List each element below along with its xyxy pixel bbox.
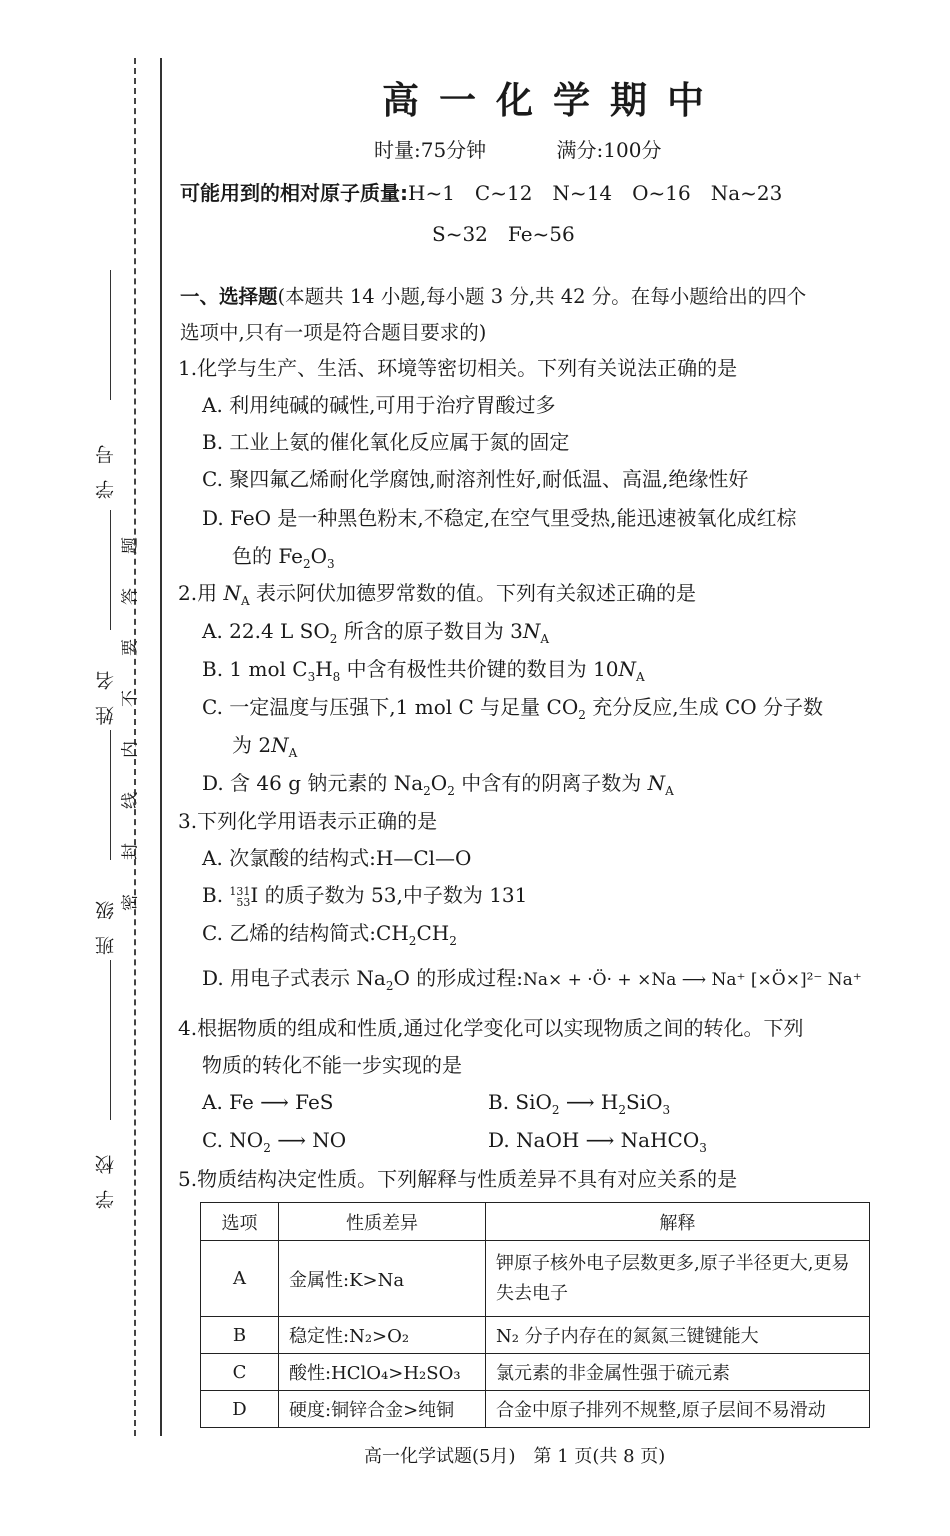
row-property: 硬度:铜锌合金>纯铜	[279, 1391, 486, 1428]
atomic-masses	[180, 177, 880, 206]
school-underline	[110, 960, 111, 1120]
question-1-option-c[interactable]: C. 聚四氟乙烯耐化学腐蚀,耐溶剂性好,耐低温、高温,绝缘性好	[202, 467, 749, 491]
question-1-stem: 1.化学与生产、生活、环境等密切相关。下列有关说法正确的是	[178, 356, 738, 380]
subscript: 2	[578, 708, 586, 722]
nuclide-notation	[229, 886, 250, 908]
text: 2.用	[178, 581, 224, 605]
text: C. 乙烯的结构简式:CH	[202, 921, 409, 945]
question-4-stem-2: 物质的转化不能一步实现的是	[202, 1053, 462, 1077]
subscript: 8	[332, 670, 341, 684]
seal-char: 题	[120, 537, 141, 554]
subscript: 2	[423, 784, 431, 798]
time-limit: 时量:75分钟	[374, 138, 487, 162]
text: D. NaOH ⟶ NaHCO	[488, 1128, 700, 1152]
seal-char: 封	[120, 843, 141, 860]
text: ⟶ NO	[270, 1128, 347, 1152]
subscript: A	[635, 670, 645, 684]
text: D. 含 46 g 钠元素的 Na	[202, 771, 424, 795]
student-id-label: 学号	[95, 429, 117, 499]
atomic-masses-label: 可能用到的相对原子质量:	[180, 181, 408, 205]
name-label: 姓名	[95, 655, 117, 725]
table-header-row	[201, 1203, 870, 1241]
mass-number: 131	[229, 884, 251, 898]
text: H	[315, 657, 333, 681]
page-footer: 高一化学试题(5月) 第 1 页(共 8 页)	[364, 1446, 666, 1467]
seal-char: 密	[120, 894, 141, 911]
table-row[interactable]	[201, 1317, 870, 1354]
row-option: A	[201, 1241, 279, 1317]
exam-meta	[374, 134, 725, 163]
text: D. 用电子式表示 Na	[202, 966, 386, 990]
school-label: 学校	[95, 1139, 117, 1209]
table-row[interactable]	[201, 1354, 870, 1391]
row-explanation: 合金中原子排列不规整,原子层间不易滑动	[486, 1391, 870, 1428]
avogadro-symbol: N	[271, 733, 289, 757]
subscript: A	[240, 594, 250, 608]
subscript: 3	[699, 1141, 707, 1155]
question-1-option-b[interactable]: B. 工业上氨的催化氧化反应属于氮的固定	[202, 430, 570, 454]
text: O	[310, 544, 328, 568]
question-4-option-d[interactable]	[488, 1122, 707, 1166]
avogadro-symbol: N	[522, 619, 541, 643]
page-title: 高一化学期中	[382, 79, 724, 122]
text: O 的形成过程:	[393, 966, 523, 990]
subscript: 2	[449, 934, 457, 948]
name-underline	[110, 510, 111, 630]
text: B.	[202, 883, 230, 907]
text: ⟶ H	[559, 1090, 619, 1114]
text: 表示阿伏加德罗常数的值。下列有关叙述正确的是	[249, 581, 696, 605]
binding-margin	[0, 0, 170, 1536]
subscript: A	[665, 784, 674, 798]
text: CH	[416, 921, 450, 945]
avogadro-symbol: N	[618, 657, 636, 681]
question-4-stem-1: 4.根据物质的组成和性质,通过化学变化可以实现物质之间的转化。下列	[178, 1016, 804, 1040]
section-title: 一、选择题	[180, 285, 278, 308]
subscript: 2	[618, 1103, 627, 1117]
text: 色的 Fe	[232, 544, 303, 568]
question-3-option-d[interactable]	[202, 960, 862, 1004]
question-5-stem: 5.物质结构决定性质。下列解释与性质差异不具有对应关系的是	[178, 1167, 738, 1191]
subscript: 3	[662, 1103, 671, 1117]
subscript: 3	[307, 670, 316, 684]
question-1-option-a[interactable]: A. 利用纯碱的碱性,可用于治疗胃酸过多	[202, 393, 556, 417]
name-field[interactable]	[92, 630, 122, 740]
row-option: D	[201, 1391, 279, 1428]
subscript: 2	[385, 979, 394, 993]
text: 充分反应,生成 CO 分子数	[585, 695, 824, 719]
class-field[interactable]	[92, 860, 122, 970]
subscript: 2	[329, 632, 338, 646]
subscript: 2	[263, 1141, 271, 1155]
section-heading	[180, 279, 878, 351]
student-id-field[interactable]	[92, 400, 122, 510]
text: C. NO	[202, 1128, 264, 1152]
seal-char: 答	[120, 588, 141, 605]
text: 为 2	[232, 733, 272, 757]
subscript: 2	[302, 557, 311, 571]
subscript: A	[288, 746, 298, 760]
question-4-option-a[interactable]: A. Fe ⟶ FeS	[202, 1090, 334, 1114]
header-property: 性质差异	[279, 1203, 486, 1241]
subscript: 2	[447, 784, 455, 798]
atomic-masses-line2: S~32 Fe~56	[432, 222, 575, 246]
seal-char: 不	[120, 690, 141, 707]
atomic-number: 53	[236, 895, 251, 909]
avogadro-symbol: N	[223, 581, 241, 605]
full-score: 满分:100分	[556, 138, 662, 162]
question-4-option-c[interactable]	[202, 1122, 346, 1166]
section-desc-2: 选项中,只有一项是符合题目要求的)	[180, 321, 487, 344]
atomic-masses-line1: H~1 C~12 N~14 O~16 Na~23	[408, 181, 783, 205]
header-option: 选项	[201, 1203, 279, 1241]
electron-formula: Na× + ·Ö· + ×Na ⟶ Na⁺ [×Ö×]²⁻ Na⁺	[522, 970, 862, 990]
row-explanation: 氯元素的非金属性强于硫元素	[486, 1354, 870, 1391]
seal-char: 线	[120, 792, 141, 809]
subscript: 3	[327, 557, 335, 571]
question-3-option-a[interactable]: A. 次氯酸的结构式:H—Cl—O	[202, 846, 472, 870]
row-explanation: 钾原子核外电子层数更多,原子半径更大,更易失去电子	[486, 1241, 870, 1317]
subscript: A	[540, 632, 550, 646]
student-id-underline	[110, 270, 111, 400]
question-5-table	[200, 1202, 870, 1428]
avogadro-symbol: N	[647, 771, 666, 795]
text: 中含有的阴离子数为	[454, 771, 648, 795]
text: 所含的原子数目为 3	[337, 619, 523, 643]
header-explanation: 解释	[486, 1203, 870, 1241]
question-3-stem: 3.下列化学用语表示正确的是	[178, 809, 438, 833]
table-row[interactable]	[201, 1241, 870, 1317]
seal-notice	[120, 520, 159, 928]
seal-char: 要	[120, 639, 141, 656]
row-option: B	[201, 1317, 279, 1354]
table-row[interactable]	[201, 1391, 870, 1428]
question-3-option-c[interactable]	[202, 915, 457, 959]
text: I 的质子数为 53,中子数为 131	[250, 883, 528, 907]
seal-char: 内	[120, 741, 141, 758]
question-3-option-b[interactable]	[202, 877, 527, 913]
row-property: 酸性:HClO₄>H₂SO₃	[279, 1354, 486, 1391]
class-underline	[110, 730, 111, 860]
row-option: C	[201, 1354, 279, 1391]
section-desc-1: (本题共 14 小题,每小题 3 分,共 42 分。在每小题给出的四个	[277, 285, 807, 308]
text: B. 1 mol C	[202, 657, 308, 681]
text: C. 一定温度与压强下,1 mol C 与足量 CO	[202, 695, 579, 719]
row-property: 稳定性:N₂>O₂	[279, 1317, 486, 1354]
subscript: 2	[408, 934, 417, 948]
text: O	[430, 771, 448, 795]
row-explanation: N₂ 分子内存在的氮氮三键键能大	[486, 1317, 870, 1354]
text: B. SiO	[488, 1090, 552, 1114]
school-field[interactable]	[92, 1120, 122, 1209]
text: A. 22.4 L SO	[202, 619, 330, 643]
subscript: 2	[551, 1103, 560, 1117]
text: SiO	[626, 1090, 663, 1114]
row-property: 金属性:K>Na	[279, 1241, 486, 1317]
class-label: 班级	[95, 885, 117, 955]
question-1-option-d[interactable]: D. FeO 是一种黑色粉末,不稳定,在空气里受热,能迅速被氧化成红棕	[202, 506, 797, 530]
text: 中含有极性共价键的数目为 10	[340, 657, 619, 681]
